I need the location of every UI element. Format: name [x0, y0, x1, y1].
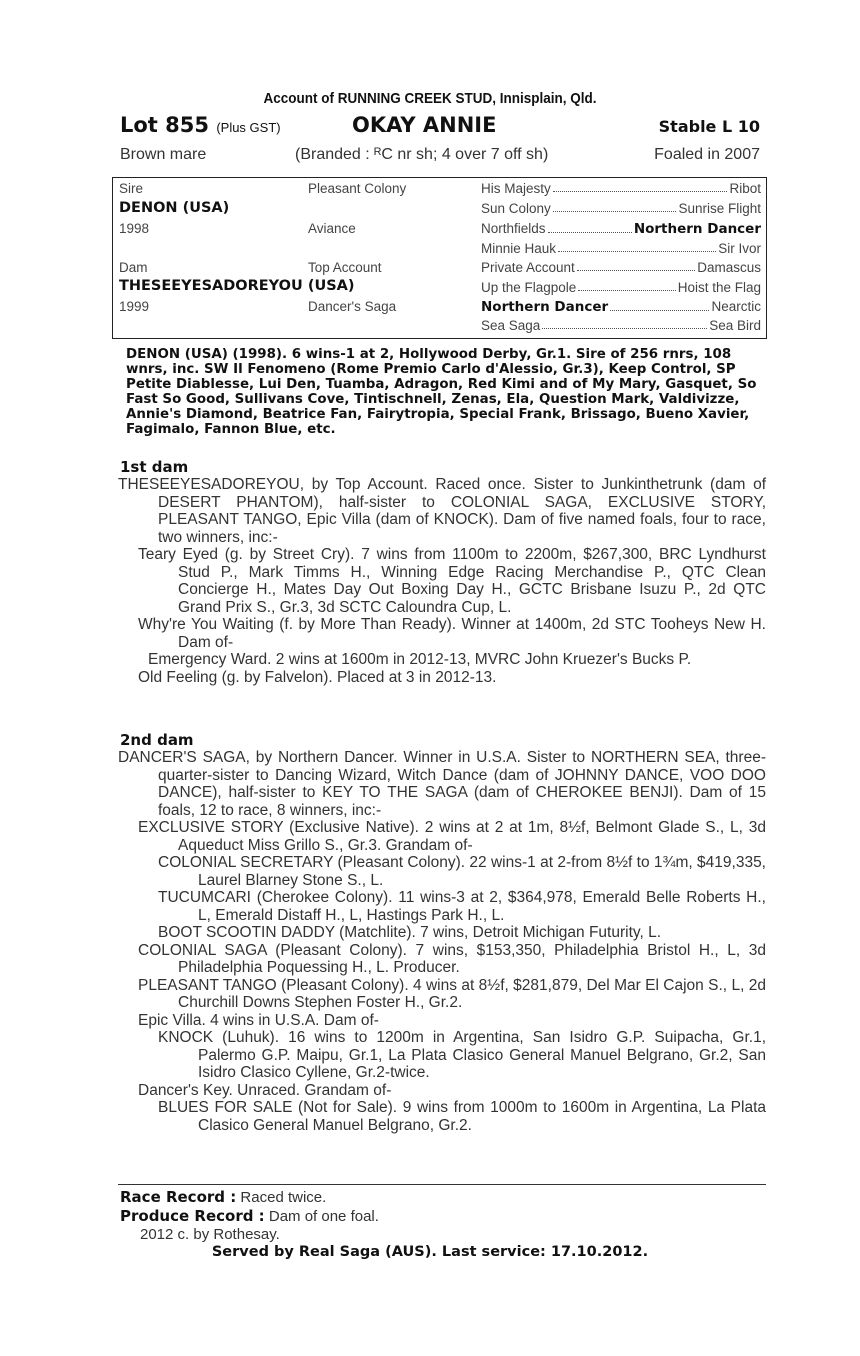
grandparent-row: Sea Saga Sea Bird: [481, 318, 761, 333]
horse-name: OKAY ANNIE: [352, 113, 497, 137]
foaled-year: Foaled in 2007: [654, 146, 760, 163]
dam-sire: Top Account: [308, 260, 382, 275]
progeny-entry: COLONIAL SAGA (Pleasant Colony). 7 wins, $153,350, Philadelphia Bristol H., L, 3d Philadelphia Poquessing H., L. Producer.: [138, 941, 766, 976]
section-divider: [118, 1184, 766, 1185]
progeny-entry: PLEASANT TANGO (Pleasant Colony). 4 wins at 8½f, $281,879, Del Mar El Cajon S., L, 2d Churchill Downs Stephen Foster H., Gr.2.: [138, 976, 766, 1011]
progeny-entry: Teary Eyed (g. by Street Cry). 7 wins from 1100m to 2200m, $267,300, BRC Lyndhurst Stud P., Mark Timms H., Winning Edge Racing Merchandise P., QTC Clean Concierge H., Mates Day Out Boxing Day H., GCTC Brisbane Isuzu P., 2d QTC Grand Prix S., Gr.3, 3d SCTC Caloundra Cup, L.: [138, 546, 766, 616]
sire-name: DENON (USA): [119, 200, 230, 216]
sire-summary: DENON (USA) (1998). 6 wins-1 at 2, Hollywood Derby, Gr.1. Sire of 256 rnrs, 108 wnrs, inc. SW Il Fenomeno (Rome Premio Carlo d'Alessio, Gr.3), Keep Control, SP Petite Diablesse, Lui Den, Tuamba, Adragon, Red Kimi and of My Mary, Gasquet, So Fast So Good, Sullivans Cove, Tintischnell, Zenas, Ela, Question Mark, Valdivizze, Annie's Diamond, Beatrice Fan, Fairytropia, Special Frank, Brissago, Bueno Xavier, Fagimalo, Fannon Blue, etc.: [126, 347, 757, 437]
pedigree-table: [112, 177, 767, 339]
grandparent-row: Sun Colony Sunrise Flight: [481, 201, 761, 216]
progeny-entry: Old Feeling (g. by Falvelon). Placed at 3 in 2012-13.: [138, 668, 497, 686]
horse-sex: Brown mare: [120, 146, 207, 163]
progeny-entry: Dancer's Key. Unraced. Grandam of-: [138, 1081, 392, 1099]
sire-year: 1998: [119, 221, 150, 236]
consignor-line: Account of RUNNING CREEK STUD, Innisplain, Qld.: [263, 90, 597, 107]
second-dam-section: [118, 749, 766, 1134]
grandparent-row: Private Account Damascus: [481, 260, 761, 275]
first-dam-heading: 1st dam: [120, 458, 189, 476]
gst-note: (Plus GST): [216, 120, 281, 135]
progeny-entry: EXCLUSIVE STORY (Exclusive Native). 2 wins at 2 at 1m, 8½f, Belmont Glade S., L, 3d Aqueduct Miss Grillo S., Gr.3. Grandam of-: [138, 819, 766, 854]
race-record: Race Record : Raced twice.: [120, 1188, 327, 1206]
progeny-entry: COLONIAL SECRETARY (Pleasant Colony). 22 wins-1 at 2-from 8½f to 1¾m, $419,335, Laurel Blarney Stone S., L.: [158, 854, 766, 889]
sire-dam: Aviance: [308, 221, 356, 236]
dam-dam: Dancer's Saga: [308, 299, 397, 314]
progeny-entry: BLUES FOR SALE (Not for Sale). 9 wins from 1000m to 1600m in Argentina, La Plata Clasico General Manuel Belgrano, Gr.2.: [158, 1099, 766, 1134]
foal-entry: 2012 c. by Rothesay.: [140, 1226, 280, 1243]
stable-number: Stable L 10: [658, 117, 760, 136]
grandparent-row: Northfields Northern Dancer: [481, 221, 761, 237]
sire-label: Sire: [119, 181, 144, 196]
sire-sire: Pleasant Colony: [308, 181, 407, 196]
progeny-entry: Why're You Waiting (f. by More Than Ready). Winner at 1400m, 2d STC Tooheys New H. Dam of-: [138, 616, 766, 651]
brand-description: (Branded : ᴿC nr sh; 4 over 7 off sh): [295, 146, 549, 163]
grandparent-row: Minnie Hauk Sir Ivor: [481, 241, 761, 256]
second-dam-intro: DANCER'S SAGA, by Northern Dancer. Winner in U.S.A. Sister to NORTHERN SEA, three-quarter-sister to Dancing Wizard, Witch Dance (dam of JOHNNY DANCE, VOO DOO DANCE), half-sister to KEY TO THE SAGA (dam of CHEROKEE BENJI). Dam of 15 foals, 12 to race, 8 winners, inc:-: [118, 749, 766, 819]
second-dam-heading: 2nd dam: [120, 731, 194, 749]
first-dam-section: [118, 476, 766, 686]
produce-record: Produce Record : Dam of one foal.: [120, 1207, 379, 1225]
progeny-entry: Emergency Ward. 2 wins at 1600m in 2012-13, MVRC John Kruezer's Bucks P.: [148, 651, 692, 668]
first-dam-intro: THESEEYESADOREYOU, by Top Account. Raced once. Sister to Junkinthetrunk (dam of DESERT PHANTOM), half-sister to COLONIAL SAGA, EXCLUSIVE STORY, PLEASANT TANGO, Epic Villa (dam of KNOCK). Dam of five named foals, four to race, two winners, inc:-: [118, 476, 766, 546]
lot-number: Lot 855 (Plus GST): [120, 113, 281, 137]
progeny-entry: BOOT SCOOTIN DADDY (Matchlite). 7 wins, Detroit Michigan Futurity, L.: [158, 924, 662, 941]
grandparent-row: His Majesty Ribot: [481, 181, 761, 196]
progeny-entry: TUCUMCARI (Cherokee Colony). 11 wins-3 at 2, $364,978, Emerald Belle Roberts H., L, Emerald Distaff H., L, Hastings Park H., L.: [158, 889, 766, 924]
dam-label: Dam: [119, 260, 148, 275]
service-note: Served by Real Saga (AUS). Last service: 17.10.2012.: [211, 1244, 649, 1260]
grandparent-row: Up the Flagpole Hoist the Flag: [481, 280, 761, 295]
grandparent-row: Northern Dancer Nearctic: [481, 299, 761, 315]
progeny-entry: Epic Villa. 4 wins in U.S.A. Dam of-: [138, 1011, 379, 1029]
dam-name: THESEEYESADOREYOU (USA): [119, 278, 355, 294]
dam-year: 1999: [119, 299, 150, 314]
progeny-entry: KNOCK (Luhuk). 16 wins to 1200m in Argentina, San Isidro G.P. Suipacha, Gr.1, Palermo G.P. Maipu, Gr.1, La Plata Clasico General Manuel Belgrano, Gr.2, San Isidro Clasico Cyllene, Gr.2-twice.: [158, 1029, 766, 1081]
